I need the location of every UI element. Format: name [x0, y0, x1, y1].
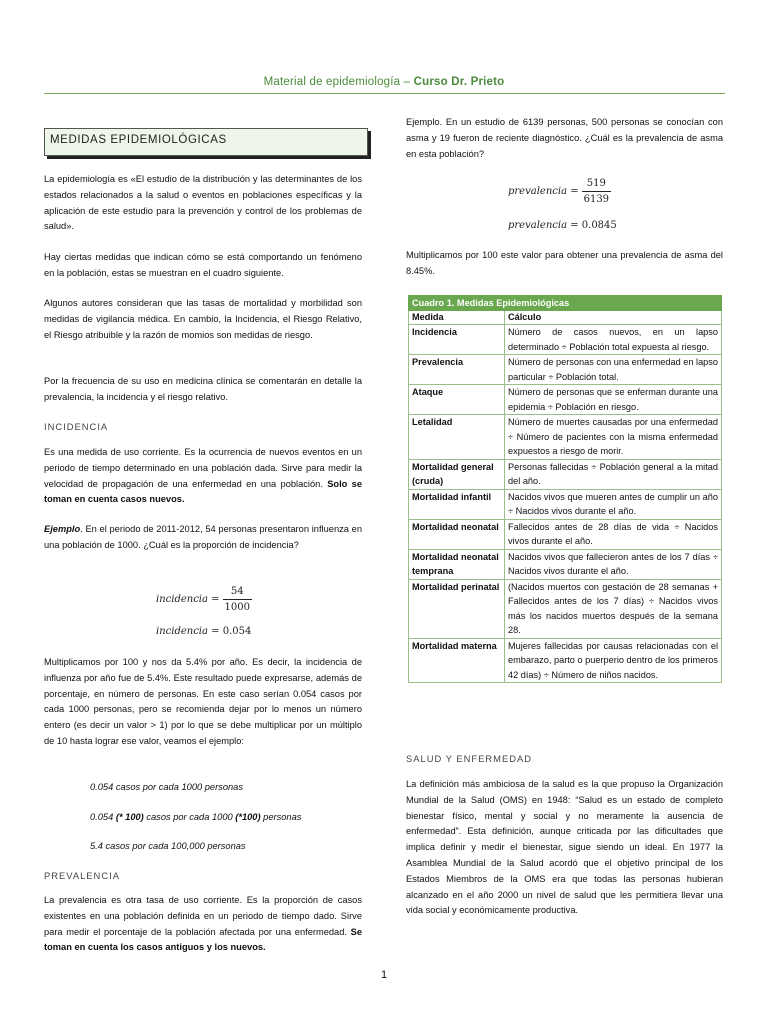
- paragraph-authors: Algunos autores consideran que las tasas de mortalidad y morbilidad son medidas de vigilancia médica. En cambio, la Incidencia, el Riesgo Relativo, el Riesgo atribuible y la razón de momios son medidas de riesgo.: [44, 298, 362, 340]
- table-cell-medida: Mortalidad neonatal: [409, 519, 505, 549]
- table-cell-medida: Mortalidad materna: [409, 638, 505, 683]
- table-cell-medida: Ataque: [409, 385, 505, 415]
- table-caption: Cuadro 1. Medidas Epidemiológicas: [409, 296, 722, 311]
- table-row: [409, 355, 722, 385]
- table-cell-calculo: Número de muertes causadas por una enfermedad ÷ Número de pacientes con la misma enfermedad expuestos a riesgo de morir.: [505, 415, 722, 460]
- table-cell-medida: Mortalidad neonatal temprana: [409, 549, 505, 579]
- paragraph-frequency: Por la frecuencia de su uso en medicina clínica se comentarán en detalle la prevalencia, la incidencia y el riesgo relativo.: [44, 376, 362, 402]
- paragraph-measures: Hay ciertas medidas que indican cómo se está comportando un fenómeno en la población, estas se muestran en el cuadro siguiente.: [44, 252, 362, 278]
- table-cell-calculo: Mujeres fallecidas por causas relacionadas con el embarazo, parto o puerperio dentro de los primeros 42 días) ÷ Número de niños nacidos.: [505, 638, 722, 683]
- table-cell-medida: Mortalidad perinatal: [409, 579, 505, 638]
- table-cell-medida: Mortalidad infantil: [409, 489, 505, 519]
- paragraph-example-incidence: Ejemplo. En el periodo de 2011-2012, 54 personas presentaron influenza en una población de 1000. ¿Cuál es la proporción de incidencia?: [44, 524, 362, 550]
- paragraph-prevalence: La prevalencia es otra tasa de uso corriente. Es la proporción de casos existentes en una población definida en un periodo de tiempo dado. Sirve para medir el porcentaje de la población afectada por una enfermedad. Se toman en cuenta los casos antiguos y los nuevos.: [44, 895, 362, 953]
- table-cell-calculo: Nacidos vivos que fallecieron antes de los 7 días ÷ Nacidos vivos durante el año.: [505, 549, 722, 579]
- paragraph-multiply: Multiplicamos por 100 y nos da 5.4% por año. Es decir, la incidencia de influenza por año fue de 5.4%. Este resultado puede expresarse, además de porcentaje, en número de personas. En este caso serían 0.054 casos por cada 1000 personas, pero se recomienda dejar por lo menos un número entero (es decir un valor > 1) por lo que se debe multiplicar por un múltiplo de 10 hasta lograr ese valor, veamos el ejemplo:: [44, 657, 362, 746]
- table-cell-medida: Mortalidad general (cruda): [409, 459, 505, 489]
- table-cell-calculo: (Nacidos muertos con gestación de 28 semanas + Fallecidos antes de los 7 días) ÷ Nacidos vivos más los nacidos muertos después de la semana 28.: [505, 579, 722, 638]
- equation-incidence-result: incidencia = 0.054: [156, 626, 252, 637]
- header-rule: [44, 93, 725, 94]
- page-number: 1: [380, 969, 388, 981]
- table-row: [409, 489, 722, 519]
- paragraph-health-definition: La definición más ambiciosa de la salud es la que propuso la Organización Mundial de la Salud (OMS) en 1948: “Salud es un estado de completo bienestar físico, mental y social y no meramente la ausencia de enfermedad”. Esta definición, aunque criticada por las dificultades que implica definir y medir el bienestar, sigue siendo un ideal. En 1977 la Asamblea Mundial de la Salud acordó que el objetivo principal de los Estados Miembros de la OMS era que todas las personas hubieran alcanzado en el año 2000 un nivel de salud que les permitiera llevar una vida social y económicamente productiva.: [406, 779, 723, 916]
- section-heading-prevalencia: PREVALENCIA: [44, 870, 120, 881]
- table-cell-medida: Prevalencia: [409, 355, 505, 385]
- table-cell-calculo: Número de casos nuevos, en un lapso determinado ÷ Población total expuesta al riesgo.: [505, 325, 722, 355]
- paragraph-example-prevalence: Ejemplo. En un estudio de 6139 personas, 500 personas se conocían con asma y 19 fueron de reciente diagnóstico. ¿Cuál es la prevalencia de asma en esta población?: [406, 117, 723, 159]
- paragraph-prevalence-result: Multiplicamos por 100 este valor para obtener una prevalencia de asma del 8.45%.: [406, 250, 723, 276]
- example-line-3: 5.4 casos por cada 100,000 personas: [90, 841, 246, 851]
- table-header-medida: Medida: [409, 311, 505, 325]
- paragraph-incidence: Es una medida de uso corriente. Es la ocurrencia de nuevos eventos en un periodo de tiempo determinado en una población dada. Sirve para medir la velocidad de propagación de una enfermedad en una población. Solo se toman en cuenta casos nuevos.: [44, 447, 363, 505]
- table-row: [409, 549, 722, 579]
- table-cell-medida: Incidencia: [409, 325, 505, 355]
- section-title: MEDIDAS EPIDEMIOLÓGICAS: [50, 134, 227, 146]
- section-title-box: [44, 128, 368, 156]
- table-cell-calculo: Número de personas con una enfermedad en lapso particular ÷ Población total.: [505, 355, 722, 385]
- equation-prevalence-result: prevalencia = 0.0845: [508, 220, 617, 231]
- table-row: [409, 579, 722, 638]
- table-row: [409, 415, 722, 460]
- table-row: [409, 638, 722, 683]
- equation-prevalence-fraction: prevalencia = $\frac{519}{6139}$: [508, 178, 610, 205]
- table-cell-calculo: Fallecidos antes de 28 días de vida ÷ Nacidos vivos durante el año.: [505, 519, 722, 549]
- equation-incidence-fraction: incidencia = $\frac{54}{1000}$: [156, 586, 250, 613]
- table-row: [409, 325, 722, 355]
- table-cell-calculo: Número de personas que se enferman durante una epidemia ÷ Población en riesgo.: [505, 385, 722, 415]
- running-header: Material de epidemiología – Curso Dr. Prieto: [263, 76, 505, 88]
- example-line-2: 0.054 (* 100) casos por cada 1000 (*100) personas: [90, 812, 302, 822]
- section-heading-salud: SALUD Y ENFERMEDAD: [406, 753, 533, 764]
- paragraph-definition: La epidemiología es «El estudio de la distribución y las determinantes de los estados relacionados a la salud o eventos en poblaciones específicas y la aplicación de este estudio para la prevención y control de los problemas de salud».: [44, 174, 362, 232]
- section-heading-incidencia: INCIDENCIA: [44, 421, 109, 432]
- table-row: [409, 459, 722, 489]
- table-cell-calculo: Nacidos vivos que mueren antes de cumplir un año ÷ Nacidos vivos durante el año.: [505, 489, 722, 519]
- table-cell-calculo: Personas fallecidas ÷ Población general a la mitad del año.: [505, 459, 722, 489]
- epidemiological-measures-table: [408, 295, 722, 683]
- table-row: [409, 519, 722, 549]
- table-row: [409, 385, 722, 415]
- table-header-calculo: Cálculo: [505, 311, 722, 325]
- example-line-1: 0.054 casos por cada 1000 personas: [90, 782, 243, 792]
- table-cell-medida: Letalidad: [409, 415, 505, 460]
